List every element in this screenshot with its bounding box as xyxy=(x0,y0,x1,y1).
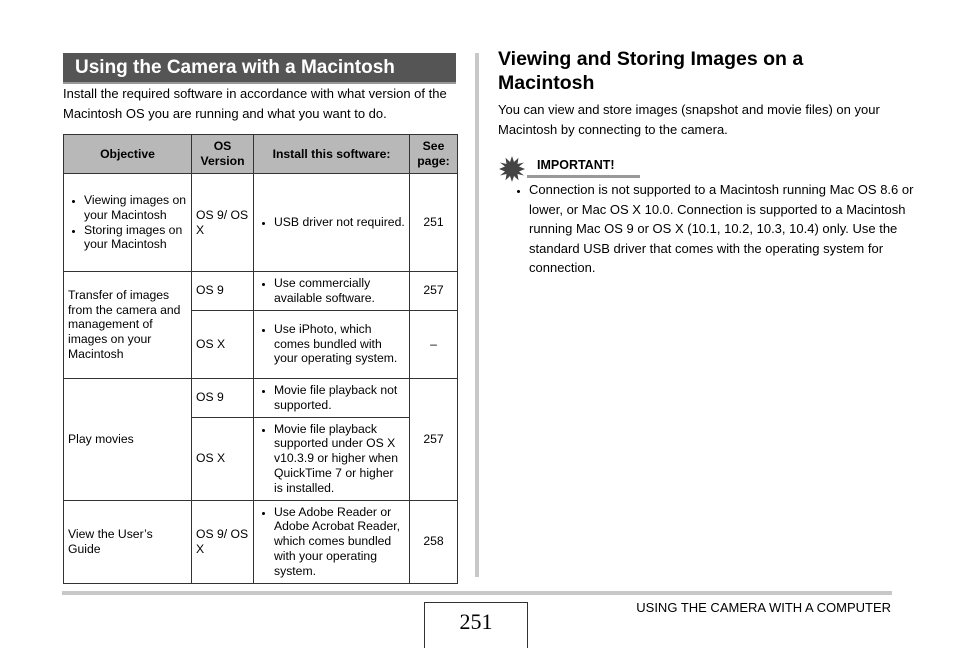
list-item: • Use commercially available software. xyxy=(274,276,405,306)
objective-cell: Play movies xyxy=(64,378,192,500)
list-item: • Movie file playback not supported. xyxy=(274,383,405,413)
objective-cell: View the User’s Guide xyxy=(64,500,192,583)
os-cell: OS 9 xyxy=(192,272,254,311)
list-item: • Storing images on your Macintosh xyxy=(84,223,187,253)
os-cell: OS X xyxy=(192,417,254,500)
software-cell xyxy=(254,272,410,311)
table-header-row xyxy=(64,135,458,174)
os-cell: OS X xyxy=(192,310,254,378)
page-cell: – xyxy=(410,310,458,378)
header-objective: Objective xyxy=(64,135,192,174)
list-item: • Use iPhoto, which comes bundled with your operating system. xyxy=(274,322,405,366)
page-number: 251 xyxy=(424,602,528,648)
table-row xyxy=(64,174,458,272)
table-row xyxy=(64,272,458,311)
os-cell: OS 9/ OS X xyxy=(192,500,254,583)
page-cell: 251 xyxy=(410,174,458,272)
software-table xyxy=(63,134,458,584)
software-cell xyxy=(254,310,410,378)
header-software: Install this software: xyxy=(254,135,410,174)
page-cell: 257 xyxy=(410,272,458,311)
table-row xyxy=(64,500,458,583)
list-item: • Use Adobe Reader or Adobe Acrobat Reader, which comes bundled with your operating system. xyxy=(274,505,405,579)
list-item: • USB driver not required. xyxy=(274,215,405,230)
objective-cell: Transfer of images from the camera and management of images on your Macintosh xyxy=(64,272,192,379)
page-cell: 258 xyxy=(410,500,458,583)
software-cell xyxy=(254,417,410,500)
page-title: Viewing and Storing Images on a Macintosh xyxy=(498,48,804,94)
section-heading: Using the Camera with a Macintosh xyxy=(63,53,456,82)
objective-cell xyxy=(64,174,192,272)
header-os-version: OS Version xyxy=(192,135,254,174)
starburst-icon xyxy=(499,156,525,182)
header-see-page: See page: xyxy=(410,135,458,174)
table-row xyxy=(64,378,458,417)
list-item: • Viewing images on your Macintosh xyxy=(84,193,187,223)
important-underline xyxy=(527,175,640,178)
os-cell: OS 9/ OS X xyxy=(192,174,254,272)
software-cell xyxy=(254,378,410,417)
right-intro-paragraph: You can view and store images (snapshot and movie files) on your Macintosh by connecting to the camera. xyxy=(498,102,880,137)
column-divider xyxy=(475,53,479,577)
software-cell xyxy=(254,174,410,272)
list-item: • Movie file playback supported under OS X v10.3.9 or higher when QuickTime 7 or higher is installed. xyxy=(274,422,405,496)
list-item: • Connection is not supported to a Macintosh running Mac OS 8.6 or lower, or Mac OS X 10.0. Connection is supported to a Macintosh running Mac OS 9 or OS X (10.1, 10.2, 10.3, 10.4) only. Use the standard USB driver that comes with the operating system for connection. xyxy=(529,180,924,278)
footer-divider xyxy=(62,591,892,595)
page-cell: 257 xyxy=(410,378,458,500)
footer-section-title: USING THE CAMERA WITH A COMPUTER xyxy=(636,600,891,615)
intro-paragraph: Install the required software in accordance with what version of the Macintosh OS you are running and what you want to do. xyxy=(63,86,447,121)
software-cell xyxy=(254,500,410,583)
os-cell: OS 9 xyxy=(192,378,254,417)
important-label: IMPORTANT! xyxy=(537,158,615,172)
important-list xyxy=(498,180,924,278)
